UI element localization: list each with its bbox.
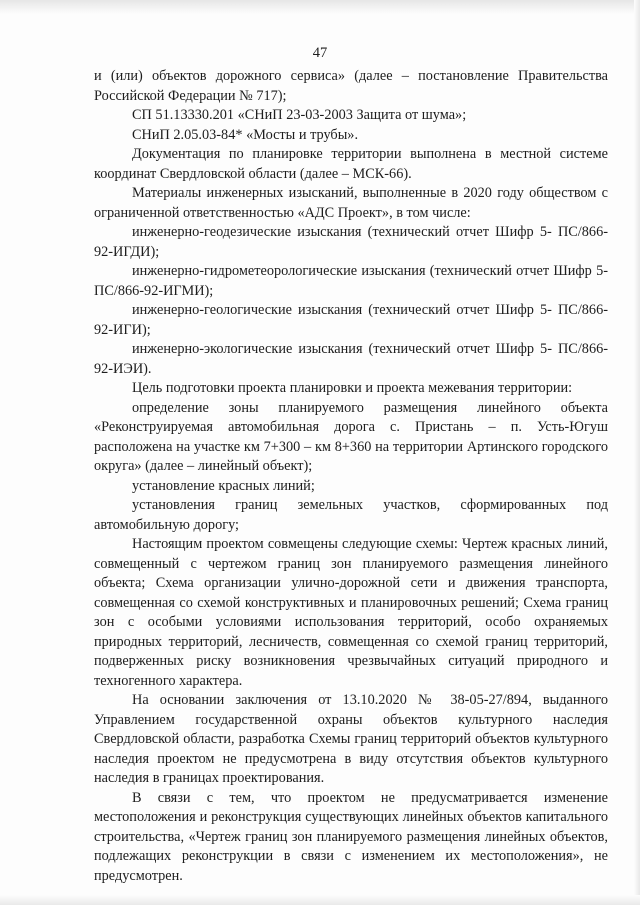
paragraph-sp-51: СП 51.13330.201 «СНиП 23-03-2003 Защита от шума»;: [132, 107, 467, 123]
paragraph-goal-heading: Цель подготовки проекта планировки и проекта межевания территории:: [132, 380, 573, 396]
list-item-geodetic: инженерно-геодезические изыскания (технический отчет Шифр 5- ПС/866-92-ИГДИ);: [94, 224, 608, 260]
scan-edge-top: [0, 0, 640, 14]
scan-edge-bottom: [0, 895, 640, 905]
list-item-zone-definition: определение зоны планируемого размещения линейного объекта «Реконструируемая автомобильная дорога с. Пристань – п. Усть-Югуш расположена на участке км 7+300 – км 8+360 на территории Артинского городского округа» (далее – линейный объект);: [94, 399, 608, 474]
paragraph-heritage-conclusion: На основании заключения от 13.10.2020 № 38-05-27/894, выданного Управлением государственной охраны объектов культурного наследия Свердловской области, разработка Схемы границ территорий объектов культурного наследия проектом не предусмотрена в виду отсутствия объектов культурного наследия в границах проектирования.: [94, 692, 608, 786]
paragraph-snip-mosty: СНиП 2.05.03-84* «Мосты и трубы».: [132, 126, 359, 143]
document-body: [94, 67, 608, 886]
list-item-geological: инженерно-геологические изыскания (технический отчет Шифр 5- ПС/866-92-ИГИ);: [94, 302, 608, 338]
paragraph-reconstruction: В связи с тем, что проектом не предусматривается изменение местоположения и реконструкция существующих линейных объектов капитального строительства, «Чертеж границ зон планируемого размещения линейных объектов, подлежащих реконструкции в связи с изменением их местоположения», не предусмотрен.: [94, 789, 608, 884]
paragraph-msk-66: Документация по планировке территории выполнена в местной системе координат Свердловской области (далее – МСК-66).: [94, 146, 608, 182]
page-number: 47: [312, 45, 328, 61]
list-item-ecological: инженерно-экологические изыскания (технический отчет Шифр 5- ПС/866-92-ИЭИ).: [94, 341, 608, 377]
list-item-hydrometeorological: инженерно-гидрометеорологические изыскания (технический отчет Шифр 5-ПС/866-92-ИГМИ);: [94, 263, 608, 299]
paragraph-postanovlenie: и (или) объектов дорожного сервиса» (далее – постановление Правительства Российской Федерации № 717);: [94, 68, 608, 104]
scan-edge-right: [634, 0, 640, 905]
list-item-red-lines: установление красных линий;: [132, 477, 315, 494]
paragraph-combined-schemes: Настоящим проектом совмещены следующие схемы: Чертеж красных линий, совмещенный с чертежом границ зон планируемого размещения линейного объекта; Схема организации улично-дорожной сети и движения транспорта, совмещенная со схемой конструктивных и планировочных решений; Схема границ зон с особыми условиями использования территорий, особо охраняемых природных территорий, лесничеств, совмещенная со схемой границ территорий, подверженных риску возникновения чрезвычайных ситуаций природного и техногенного характера.: [94, 536, 608, 689]
list-item-land-plots: установления границ земельных участков, сформированных под автомобильную дорогу;: [94, 497, 608, 533]
paragraph-surveys-intro: Материалы инженерных изысканий, выполненные в 2020 году обществом с ограниченной ответственностью «АДС Проект», в том числе:: [94, 185, 608, 221]
